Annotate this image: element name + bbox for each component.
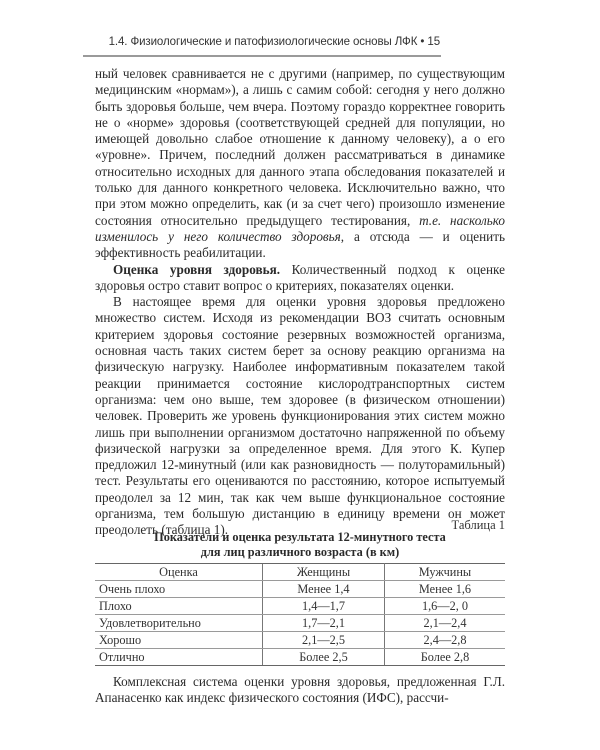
paragraph-1-end: , а отсюда — и оценить эффективность реабилитации. — [95, 228, 506, 261]
header-divider — [83, 55, 441, 57]
cooper-test-table — [95, 563, 505, 666]
cell-rating: Удовлетворительно — [95, 615, 263, 632]
paragraph-2-text: Количественный подход к оценке здоровья остро ставит вопрос о критериях, показателях оценки. — [95, 261, 505, 293]
body-text-bottom — [95, 674, 505, 707]
table-title — [95, 530, 505, 559]
table-label: Таблица 1 — [451, 518, 505, 532]
cell-women: Менее 1,4 — [263, 581, 385, 598]
paragraph-3: В настоящее время для оценки уровня здоровья предложено множество систем. Исходя из рекомендации ВОЗ считать основным критерием здоровья состояние резервных возможностей организма, основная часть таких систем берет за основу реакцию организма на физическую нагрузку. Наиболее информативным показателем такой реакции принимается состояние кислородтранспортных систем организма: чем оно выше, тем здоровее (в физическом отношении) человек. Проверить же уровень функционирования этих систем можно лишь при выполнении организмом достаточно напряженной по объему физической нагрузки за определенное время. Для этого К. Купер предложил 12-минутный (или как разновидность — полуторамильный) тест. Результаты его оцениваются по расстоянию, которое испытуемый преодолел за 12 мин, так как чем выше функциональное состояние организма, тем большую дистанцию в единицу времени он может преодолеть (таблица 1). — [95, 294, 505, 538]
section-heading-health-level: Оценка уровня здоровья. — [113, 261, 281, 277]
paragraph-1-text: ный человек сравнивается не с другими (например, по существующим медицинским «нормам»), а лишь с самим собой: сегодня у него должно быть здоровья больше, чем вчера. Поэтому гораздо корректнее говорить не о «норме» здоровья (соответствующей средней для популяции, но имеющей довольно слабое отношение к данному человеку), а о его «уровне». Причем, последний должен рассматриваться в динамике относительно исходных для данного этапа обследования показателей и только для данного конкретного человека. Исключительно важно, что при этом можно определить, как (и за счет чего) произошло изменение состояния относительно предыдущего тестирования, — [95, 66, 505, 228]
header-men: Мужчины — [385, 564, 506, 581]
paragraph-1-italic: т.е. насколько изменилось у него количество здоровья — [95, 212, 505, 244]
cell-women: 2,1—2,5 — [263, 632, 385, 649]
table-row — [95, 649, 505, 666]
table-row — [95, 615, 505, 632]
cell-rating: Очень плохо — [95, 581, 263, 598]
table-row — [95, 581, 505, 598]
paragraph-1 — [95, 66, 505, 262]
cell-women: 1,7—2,1 — [263, 615, 385, 632]
table-title-line-1: Показатели и оценка результата 12-минутного теста — [154, 530, 446, 544]
table-header-row — [95, 564, 505, 581]
body-text-top — [95, 66, 505, 539]
cell-men: Более 2,8 — [385, 649, 506, 666]
paragraph-4: Комплексная система оценки уровня здоровья, предложенная Г.Л. Апанасенко как индекс физического состояния (ИФС), рассчи- — [95, 674, 505, 706]
header-rating: Оценка — [95, 564, 263, 581]
cell-women: 1,4—1,7 — [263, 598, 385, 615]
table-title-line-2: для лиц различного возраста (в км) — [200, 544, 400, 559]
running-header: 1.4. Физиологические и патофизиологические основы ЛФК • 15 — [108, 36, 440, 48]
cell-men: 1,6—2, 0 — [385, 598, 506, 615]
table-row — [95, 598, 505, 615]
table-row — [95, 632, 505, 649]
cell-men: 2,1—2,4 — [385, 615, 506, 632]
paragraph-2 — [95, 262, 505, 295]
cell-men: Менее 1,6 — [385, 581, 506, 598]
cell-men: 2,4—2,8 — [385, 632, 506, 649]
cell-women: Более 2,5 — [263, 649, 385, 666]
cell-rating: Плохо — [95, 598, 263, 615]
cell-rating: Хорошо — [95, 632, 263, 649]
header-women: Женщины — [263, 564, 385, 581]
cell-rating: Отлично — [95, 649, 263, 666]
